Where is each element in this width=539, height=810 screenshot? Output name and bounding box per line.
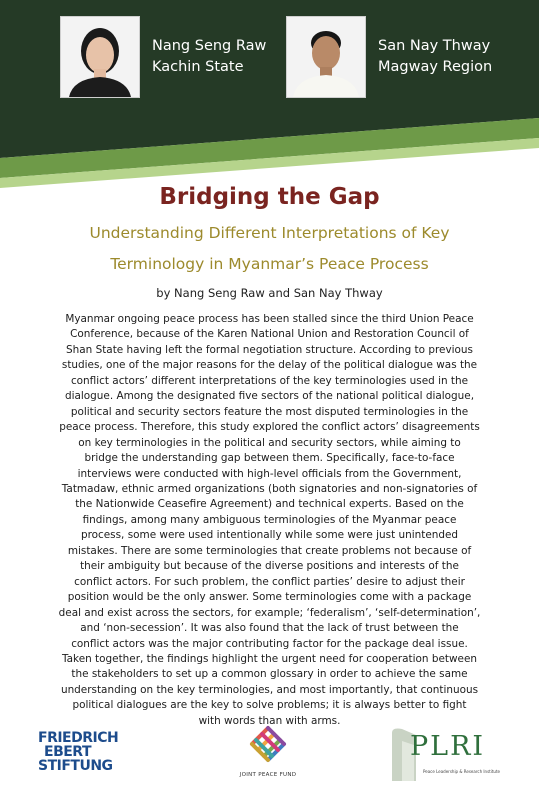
header-banner [0, 0, 539, 200]
author-2-photo [286, 16, 366, 98]
author-1-photo [60, 16, 140, 98]
page-title: Bridging the Gap [159, 184, 380, 210]
abstract-line: peace process. Therefore, this study explored the conflict actors’ disagreements [59, 421, 480, 434]
author-2-name: San Nay Thway [378, 38, 491, 54]
abstract-line: dialogue. Among the designated five sectors of the national political dialogue, [64, 390, 475, 403]
abstract-line: deal and exist across the sectors, for example; ‘federalism’, ‘self-determination’, [58, 606, 481, 619]
author-1-region: Kachin State [152, 59, 244, 75]
abstract-line: conflict actors’ different interpretations of the key terminologies used in the [70, 374, 469, 387]
author-1-name: Nang Seng Raw [152, 38, 267, 54]
fes-logo-line-3: STIFTUNG [38, 758, 113, 774]
abstract-line: process, some were used intentionally while some were just unintended [80, 529, 459, 542]
subtitle [0, 218, 539, 280]
subtitle-line-1: Understanding Different Interpretations of Key [89, 224, 450, 242]
abstract-line: conflict actors. For such problem, the conflict parties’ desire to adjust their [74, 575, 465, 588]
abstract-text [30, 312, 509, 729]
abstract-line: with words than with arms. [198, 714, 341, 727]
abstract-line: Myanmar ongoing peace process has been stalled since the third Union Peace [65, 313, 474, 325]
abstract-line: the Nationwide Ceasefire Agreement) and technical experts. Based on the [75, 498, 464, 511]
abstract-line: their ambiguity but because of the diverse positions and interests of the [80, 560, 459, 573]
abstract-line: Tatmadaw, ethnic armed organizations (both signatories and non-signatories of [61, 482, 478, 495]
fes-logo-line-1: FRIEDRICH [38, 730, 119, 746]
byline: by Nang Seng Raw and San Nay Thway [156, 286, 383, 300]
abstract-line: interviews were conducted with high-level officials from the Government, [77, 467, 462, 480]
fes-logo [38, 731, 126, 773]
plri-logo [388, 725, 500, 785]
joint-peace-fund-emblem-icon [246, 722, 290, 766]
author-1 [60, 16, 266, 98]
abstract-line: on key terminologies in the political and security sectors, while aiming to [78, 436, 461, 449]
plri-logo-subtitle: Peace Leadership & Research Institute [423, 769, 500, 774]
abstract-line: understanding on the key terminologies, and most importantly, that continuous [60, 683, 479, 696]
author-2 [286, 16, 492, 98]
abstract-line: Conference, because of the Karen National Union and Restoration Council of [70, 328, 469, 341]
author-2-region: Magway Region [378, 59, 493, 75]
abstract-line: studies, one of the major reasons for the delay of the political dialogue was the [61, 359, 478, 372]
abstract-line: political dialogues are the key to solve problems; it is always better to fight [72, 699, 467, 712]
abstract-line: and ‘non-secession’. It was also found that the lack of trust between the [80, 622, 459, 635]
joint-peace-fund-label: JOINT PEACE FUND [239, 772, 297, 778]
abstract-line: Taken together, the findings highlight the urgent need for cooperation between [61, 652, 477, 665]
plri-logo-text: PLRI [410, 731, 486, 762]
joint-peace-fund-logo [218, 722, 318, 778]
abstract-line: the stakeholders to set up a common glossary in order to achieve the same [71, 668, 468, 681]
abstract-line: position would be the only answer. Some terminologies come with a package [67, 591, 472, 604]
abstract-line: Shan State having left the formal negotiation structure. According to previous [66, 343, 473, 356]
abstract-line: political and security sectors feature the most disputed terminologies in the [70, 405, 469, 418]
abstract-line: conflict actors was the major contributing factor for the package deal issue. [71, 637, 468, 650]
abstract-line: bridge the understanding gap between them. Specifically, face-to-face [84, 452, 455, 465]
abstract-line: findings, among many ambiguous terminologies of the Myanmar peace [82, 513, 457, 526]
subtitle-line-2: Terminology in Myanmar’s Peace Process [110, 255, 429, 273]
fes-logo-line-2: EBERT [44, 744, 91, 760]
abstract-line: mistakes. There are some terminologies that create problems not because of [67, 544, 472, 557]
